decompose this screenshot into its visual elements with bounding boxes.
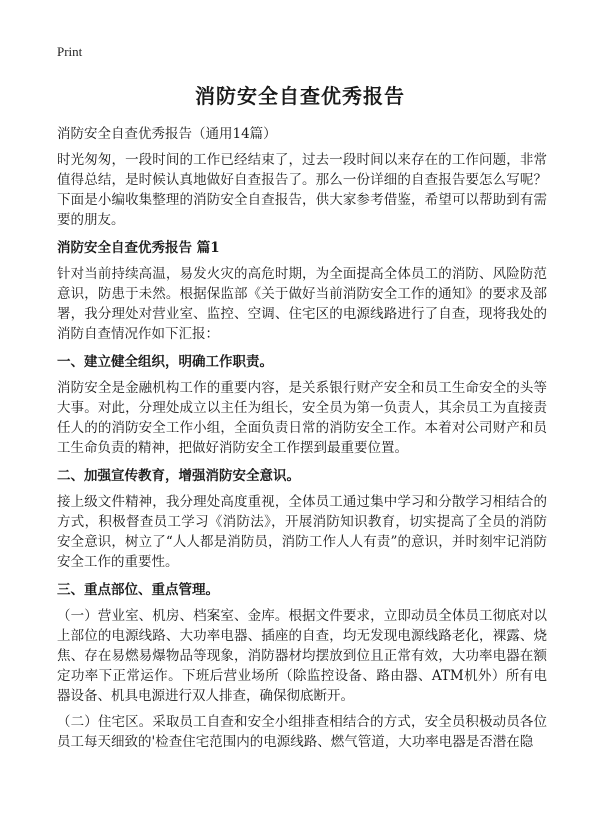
section-3-paragraph-2: （二）住宅区。采取员工自查和安全小组排查相结合的方式，安全员积极动员各位员工每天细致的'检查住宅范围内的电源线路、燃气管道，大功率电器是否潜在隐 xyxy=(57,714,547,750)
section-2-heading: 二、加强宣传教育，增强消防安全意识。 xyxy=(57,468,300,484)
section-3-heading: 三、重点部位、重点管理。 xyxy=(57,582,219,598)
document-subtitle: 消防安全自查优秀报告（通用14篇） xyxy=(57,126,277,142)
section-1-text: 消防安全是金融机构工作的重要内容，是关系银行财产安全和员工生命安全的头等大事。对此，分理处成立以主任为组长，安全员为第一负责人，其余员工为直接责任人的的消防安全工作小组，全面负责日常的消防安全工作。本着对公司财产和员工生命负责的精神，把做好消防安全工作摆到最重要位置。 xyxy=(57,380,547,456)
section-3-paragraph-1: （一）营业室、机房、档案室、金库。根据文件要求，立即动员全体员工彻底对以上部位的电源线路、大功率电器、插座的自查，均无发现电源线路老化，裸露、烧焦、存在易燃易爆物品等现象，消防器材均摆放到位且正常有效，大功率电器在额定功率下正常运作。下班后营业场所（除监控设备、路由器、ATM机外）所有电器设备、机具电源进行双人排查，确保彻底断开。 xyxy=(57,608,547,704)
section-1-heading: 一、建立健全组织，明确工作职责。 xyxy=(57,354,273,370)
print-link[interactable]: Print xyxy=(57,44,83,59)
article-paragraph: 针对当前持续高温，易发火灾的高危时期，为全面提高全体员工的消防、风险防范意识，防患于未然。根据保监部《关于做好当前消防安全工作的通知》的要求及部署，我分理处对营业室、监控、空调、住宅区的电源线路进行了自查，现将我处的消防自查情况作如下汇报： xyxy=(57,266,547,342)
document-title: 消防安全自查优秀报告 xyxy=(195,84,405,108)
intro-paragraph: 时光匆匆，一段时间的工作已经结束了，过去一段时间以来存在的工作问题，非常值得总结，是时候认真地做好自查报告了。那么一份详细的自查报告要怎么写呢？下面是小编收集整理的消防安全自查报告，供大家参考借鉴，希望可以帮助到有需要的朋友。 xyxy=(57,152,547,228)
section-2-text: 接上级文件精神，我分理处高度重视，全体员工通过集中学习和分散学习相结合的方式，积极督查员工学习《消防法》，开展消防知识教育，切实提高了全员的消防安全意识，树立了“人人都是消防员，消防工作人人有责”的意识，并时刻牢记消防安全工作的重要性。 xyxy=(57,494,547,570)
article-heading: 消防安全自查优秀报告 篇1 xyxy=(57,240,220,256)
